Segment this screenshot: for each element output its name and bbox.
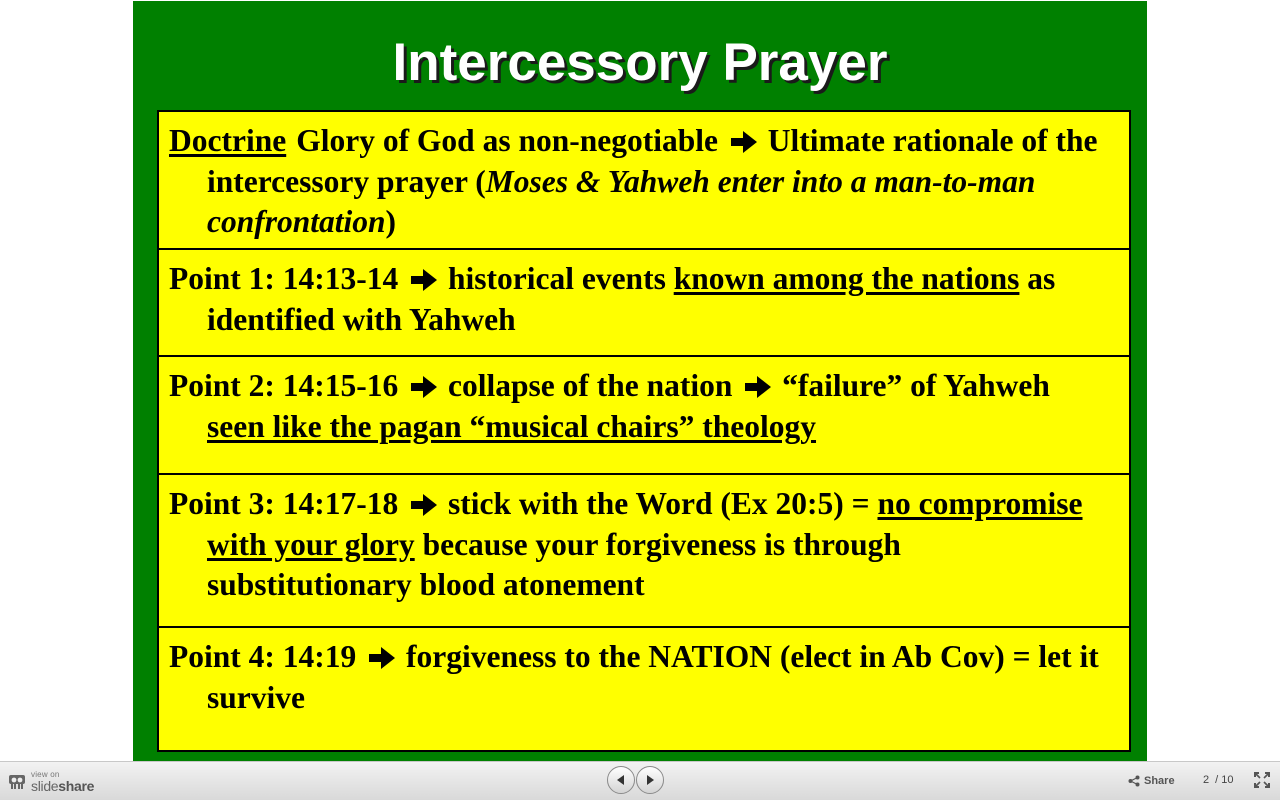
row-text-segment: stick with the Word (Ex 20:5) =: [440, 486, 878, 521]
next-arrow-icon: [644, 774, 656, 786]
right-arrow-icon: [730, 130, 758, 154]
prev-arrow-icon: [615, 774, 627, 786]
point-table: [157, 110, 1131, 752]
brand-name: slideshare: [31, 778, 95, 794]
slide-title: Intercessory Prayer: [392, 33, 888, 92]
fullscreen-icon[interactable]: [1254, 772, 1270, 788]
table-row-point-4: [159, 628, 1129, 750]
row-text-segment: Ultimate rationale of the intercessory prayer (: [207, 123, 1098, 199]
row-text-segment: Point 1: 14:13-14: [169, 261, 407, 296]
row-text-segment: Point 4: 14:19: [169, 639, 365, 674]
row-text-segment: Moses & Yahweh enter into a man-to-man confrontation: [207, 163, 1036, 239]
slideshare-logo-icon: [8, 773, 26, 791]
slide: [133, 1, 1147, 761]
previous-slide-button[interactable]: [607, 766, 635, 794]
row-text-segment: Glory of God as non-negotiable: [296, 123, 726, 158]
table-row-point-1: [159, 250, 1129, 357]
row-text: [169, 637, 1109, 718]
row-text: [169, 484, 1109, 606]
row-text-segment: no compromise with your glory: [207, 486, 1083, 562]
slideshare-brand-link[interactable]: [8, 768, 94, 796]
row-text-segment: Point 3: 14:17-18: [169, 486, 407, 521]
right-arrow-icon: [410, 375, 438, 399]
row-text-segment: ): [385, 204, 397, 239]
row-text-segment: “failure” of Yahweh: [774, 368, 1050, 403]
row-text-segment: seen like the pagan “musical chairs” theology: [207, 408, 817, 444]
share-label: Share: [1144, 775, 1175, 787]
row-text: [169, 121, 1109, 243]
right-arrow-icon: [410, 268, 438, 292]
slide-pager: [1203, 774, 1235, 786]
row-text-segment: historical events: [440, 261, 674, 296]
row-text: [169, 259, 1109, 340]
row-text-segment: known among the nations: [673, 261, 1020, 296]
current-page[interactable]: 2: [1203, 774, 1210, 786]
total-pages: / 10: [1215, 774, 1234, 786]
brand-subtext: view on: [31, 770, 60, 779]
row-text-segment: forgiveness to the NATION (elect in Ab Cov) = let it survive: [207, 639, 1099, 715]
row-text-segment: as identified with Yahweh: [207, 261, 1056, 337]
row-text-segment: collapse of the nation: [440, 368, 741, 403]
share-icon: [1128, 775, 1140, 787]
row-text-segment: Point 2: 14:15-16: [169, 368, 407, 403]
table-row-doctrine: [159, 112, 1129, 250]
row-text: [169, 366, 1109, 447]
right-arrow-icon: [410, 493, 438, 517]
next-slide-button[interactable]: [636, 766, 664, 794]
row-text-segment: because your forgiveness is through substitutionary blood atonement: [207, 526, 901, 602]
table-row-point-2: [159, 357, 1129, 475]
table-row-point-3: [159, 475, 1129, 628]
row-text-segment: Doctrine: [169, 123, 287, 158]
share-button[interactable]: [1128, 772, 1175, 790]
right-arrow-icon: [744, 375, 772, 399]
right-arrow-icon: [368, 646, 396, 670]
bottom-toolbar: [0, 761, 1280, 800]
